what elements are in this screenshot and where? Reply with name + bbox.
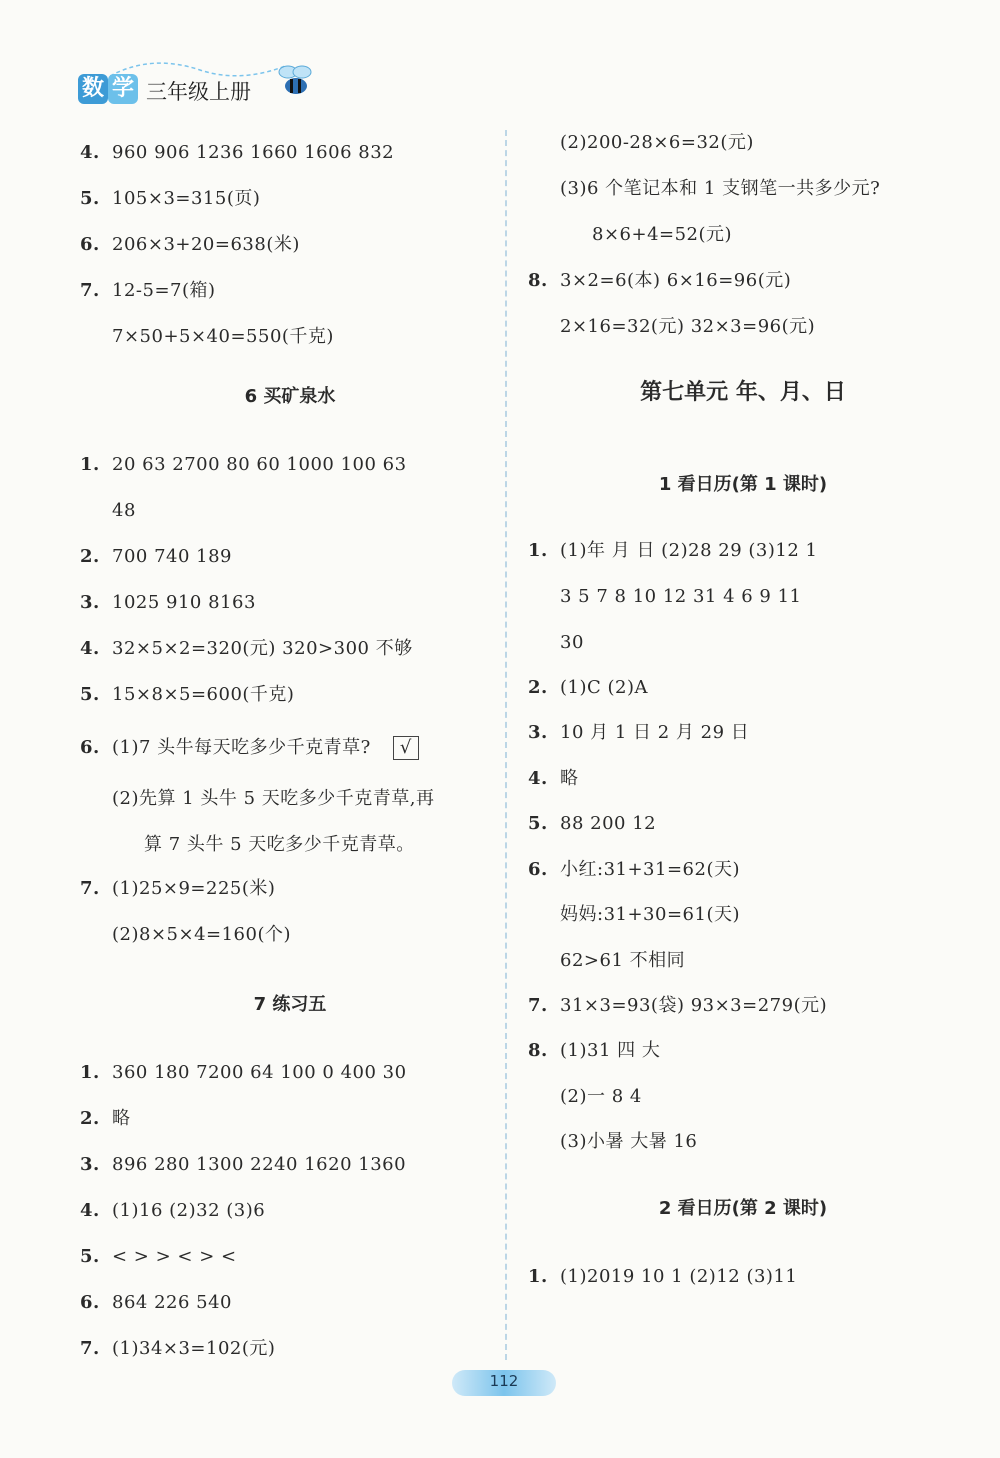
answer-line: 2. (1)C (2)A (528, 677, 648, 698)
answer-line: 8. 3×2=6(本) 6×16=96(元) (528, 270, 792, 291)
answer-line: 2. 略 (80, 1108, 131, 1129)
answer-line: 3 5 7 8 10 12 31 4 6 9 11 (560, 586, 802, 607)
answer-line: 4. (1)16 (2)32 (3)6 (80, 1200, 266, 1221)
answer-line: 3. 1025 910 8163 (80, 592, 256, 613)
answer-line: 算 7 头牛 5 天吃多少千克青草。 (144, 834, 415, 855)
answer-line: 5. 15×8×5=600(千克) (80, 684, 295, 705)
answer-line: 6. (1)7 头牛每天吃多少千克青草? √ (80, 736, 419, 760)
answer-line: 5. 105×3=315(页) (80, 188, 261, 209)
answer-line: (3)小暑 大暑 16 (560, 1131, 698, 1152)
answer-line: 30 (560, 632, 584, 653)
answer-line: 7. 31×3=93(袋) 93×3=279(元) (528, 995, 828, 1016)
answer-line: 5. < > > < > < (80, 1246, 237, 1267)
page-number: 112 (489, 1372, 519, 1390)
answer-line: 2×16=32(元) 32×3=96(元) (560, 316, 816, 337)
answer-line: 7. 12-5=7(箱) (80, 280, 216, 301)
answer-line: 1. (1)2019 10 1 (2)12 (3)11 (528, 1266, 798, 1287)
answer-line: (2)先算 1 头牛 5 天吃多少千克青草,再 (112, 788, 435, 809)
grade-label: 三年级上册 (146, 80, 251, 104)
column-divider (505, 130, 507, 1360)
check-box: √ (393, 736, 419, 760)
answer-line: 4. 略 (528, 768, 579, 789)
unit-title: 第七单元 年、月、日 (640, 380, 846, 405)
answer-line: 6. 小红:31+31=62(天) (528, 859, 740, 880)
bee-icon (274, 60, 318, 100)
answer-line: 7. (1)25×9=225(米) (80, 878, 276, 899)
answer-line: (3)6 个笔记本和 1 支钢笔一共多少元? (560, 178, 881, 199)
section-heading: 7 练习五 (253, 994, 327, 1015)
answer-line: 8. (1)31 四 大 (528, 1040, 661, 1061)
answer-line: 妈妈:31+30=61(天) (560, 904, 740, 925)
answer-line: 6. 864 226 540 (80, 1292, 233, 1313)
math-badge-1: 数 (78, 74, 108, 104)
answer-line: 62>61 不相同 (560, 950, 686, 971)
answer-line: 1. 360 180 7200 64 100 0 400 30 (80, 1062, 407, 1083)
answer-line: 1. 20 63 2700 80 60 1000 100 63 (80, 454, 407, 475)
answer-line: 5. 88 200 12 (528, 813, 657, 834)
answer-line: 4. 32×5×2=320(元) 320>300 不够 (80, 638, 413, 659)
answer-line: 7. (1)34×3=102(元) (80, 1338, 276, 1359)
answer-line: 2. 700 740 189 (80, 546, 233, 567)
answer-line: (2)200-28×6=32(元) (560, 132, 754, 153)
answer-line: 48 (112, 500, 136, 521)
book-header (70, 60, 370, 120)
section-heading: 1 看日历(第 1 课时) (658, 474, 828, 495)
section-heading: 6 买矿泉水 (244, 386, 336, 407)
page-number-badge (452, 1370, 556, 1396)
answer-line: (2)一 8 4 (560, 1086, 642, 1107)
answer-line: 3. 10 月 1 日 2 月 29 日 (528, 722, 750, 743)
math-badge-2: 学 (108, 74, 138, 104)
answer-line: 8×6+4=52(元) (592, 224, 733, 245)
answer-line: 7×50+5×40=550(千克) (112, 326, 334, 347)
answer-line: (2)8×5×4=160(个) (112, 924, 292, 945)
section-heading: 2 看日历(第 2 课时) (658, 1198, 828, 1219)
answer-line: 3. 896 280 1300 2240 1620 1360 (80, 1154, 407, 1175)
answer-line: 4. 960 906 1236 1660 1606 832 (80, 142, 395, 163)
answer-line: 6. 206×3+20=638(米) (80, 234, 300, 255)
answer-line: 1. (1)年 月 日 (2)28 29 (3)12 1 (528, 540, 818, 561)
